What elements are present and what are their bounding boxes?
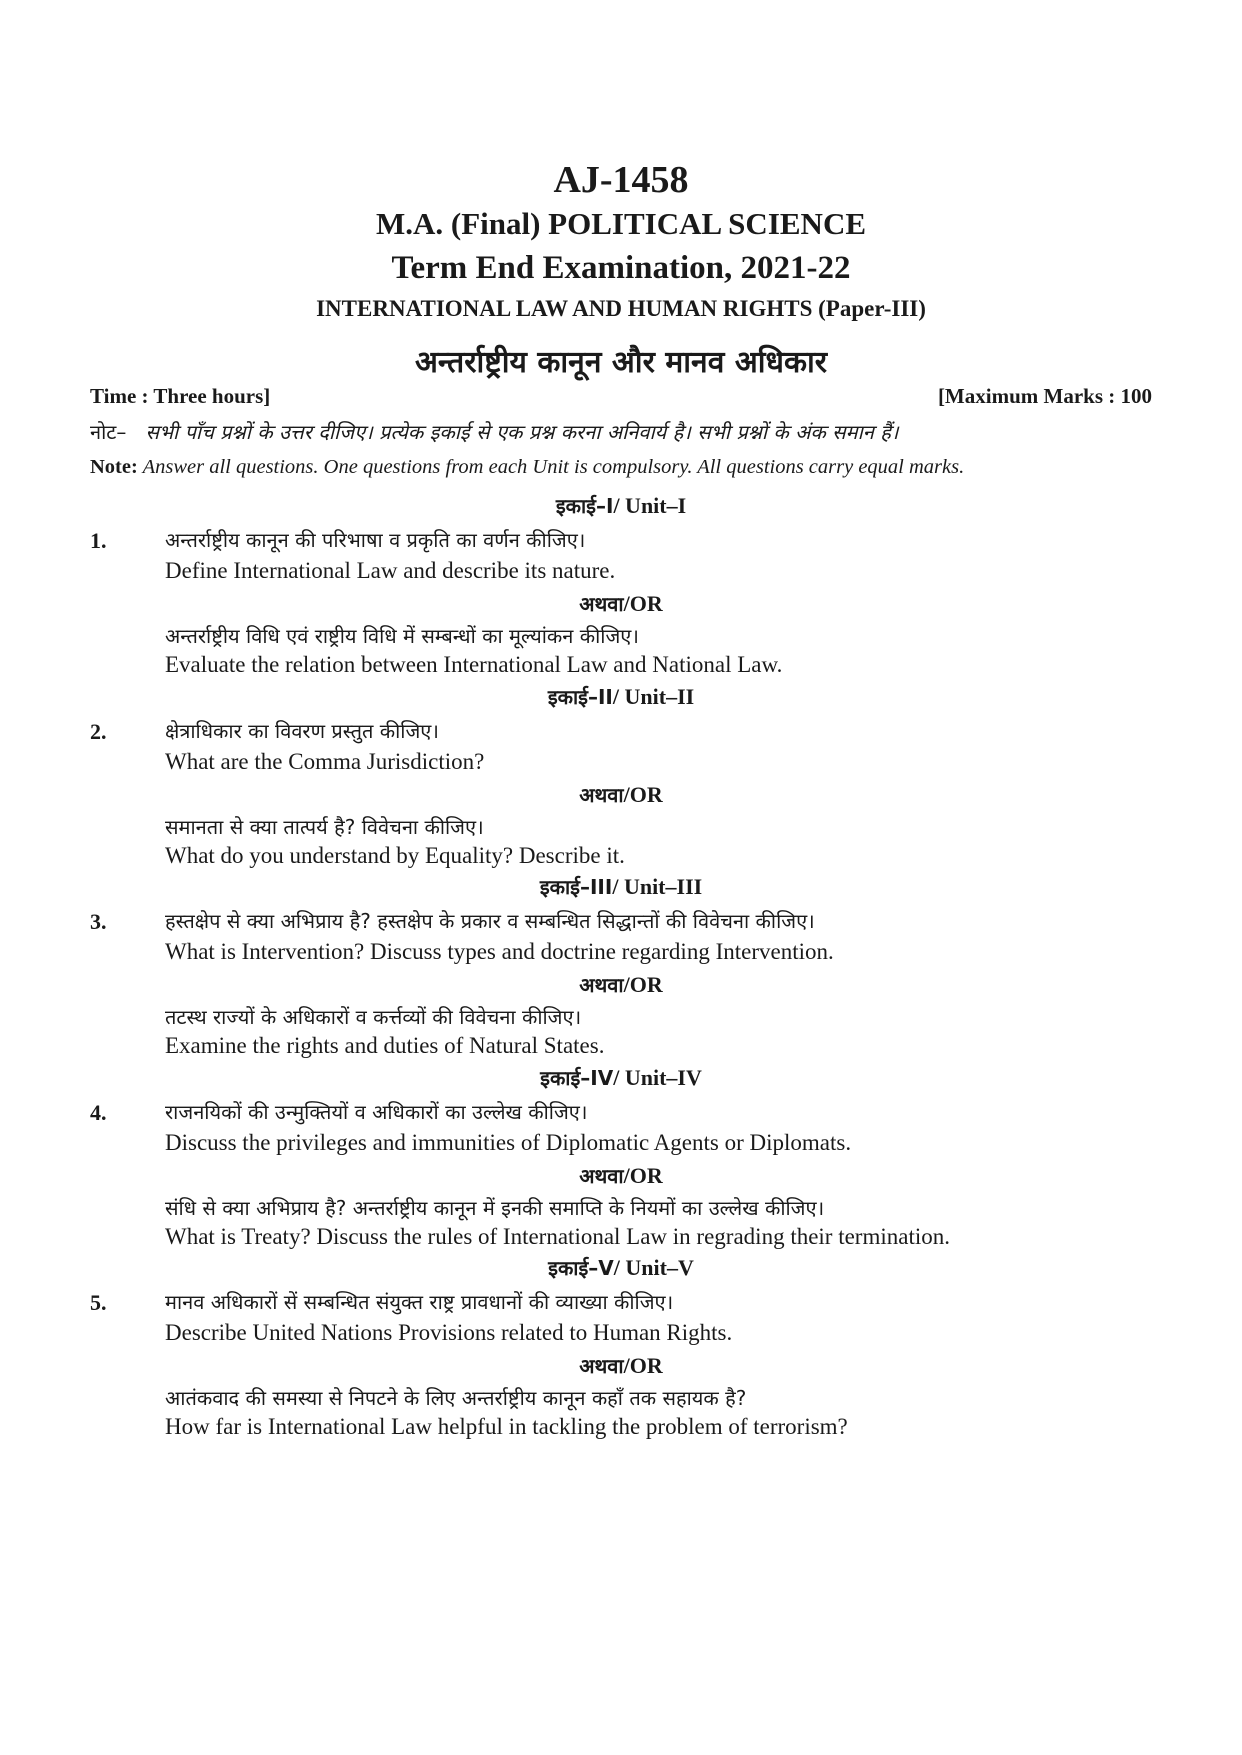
unit-heading — [0, 492, 1242, 519]
exam-title: Term End Examination, 2021-22 — [391, 250, 851, 286]
unit-heading-english: / Unit–V — [613, 1255, 694, 1280]
or-label-english: /OR — [623, 1162, 663, 1188]
alternate-question-text-english: What is Treaty? Discuss the rules of International Law in regrading their termination. — [165, 1223, 950, 1249]
alternate-question-text-hindi: तटस्थ राज्यों के अधिकारों व कर्त्तव्यों की विवेचना कीजिए। — [165, 1005, 582, 1029]
paper-code: AJ-1458 — [553, 159, 689, 201]
unit-heading — [0, 683, 1242, 710]
or-separator — [0, 781, 1242, 808]
or-label-english: /OR — [623, 1353, 663, 1378]
or-separator — [0, 971, 1242, 998]
instructions-english — [90, 456, 1190, 479]
or-label-hindi: अथवा — [579, 973, 624, 997]
alternate-question-text-english: What do you understand by Equality? Describe it. — [165, 842, 625, 868]
question-text-english: Discuss the privileges and immunities of Diplomatic Agents or Diplomats. — [165, 1129, 852, 1155]
unit-heading-english: / Unit–III — [612, 874, 703, 899]
unit-heading-hindi: इकाई–III — [539, 875, 613, 899]
or-label-english: /OR — [623, 591, 663, 616]
unit-heading-english: / Unit–I — [613, 493, 687, 518]
or-label-english: /OR — [623, 972, 663, 997]
question-text-hindi: क्षेत्राधिकार का विवरण प्रस्तुत कीजिए। — [165, 718, 439, 743]
question-number: 5. — [90, 1290, 107, 1315]
alternate-question-text-english: Evaluate the relation between International Law and National Law. — [165, 652, 783, 677]
unit-heading-hindi: इकाई–V — [548, 1256, 614, 1280]
or-separator — [0, 590, 1242, 617]
unit-heading-hindi: इकाई–I — [555, 494, 614, 518]
alternate-question-text-english: How far is International Law helpful in tackling the problem of terrorism? — [165, 1414, 848, 1439]
or-label-hindi: अथवा — [579, 592, 624, 616]
question-text-english: What is Intervention? Discuss types and doctrine regarding Intervention. — [165, 939, 834, 964]
question-number: 3. — [90, 909, 107, 934]
or-separator — [0, 1352, 1242, 1379]
or-separator — [0, 1162, 1242, 1189]
alternate-question-text-hindi: समानता से क्या तात्पर्य है? विवेचना कीजिए। — [165, 814, 484, 839]
note-label-hindi: नोट– — [90, 420, 127, 444]
unit-heading — [0, 1254, 1242, 1281]
instructions-hindi — [90, 418, 1190, 445]
question-number: 4. — [90, 1099, 107, 1125]
time-allowed: Time : Three hours] — [90, 384, 271, 408]
unit-heading-english: / Unit–IV — [613, 1064, 702, 1090]
alternate-question-text-hindi: आतंकवाद की समस्या से निपटने के लिए अन्तर्राष्ट्रीय कानून कहाँ तक सहायक है? — [165, 1386, 747, 1410]
question-number: 2. — [90, 718, 107, 744]
alternate-question-text-hindi: अन्तर्राष्ट्रीय विधि एवं राष्ट्रीय विधि में सम्बन्धों का मूल्यांकन कीजिए। — [165, 624, 639, 648]
note-text-english: Answer all questions. One questions from each Unit is compulsory. All questions carry equal marks. — [142, 456, 965, 478]
exam-meta-row — [90, 384, 1152, 409]
or-label-english: /OR — [623, 781, 663, 807]
note-label-english: Note: — [90, 456, 138, 478]
question-text-hindi: हस्तक्षेप से क्या अभिप्राय है? हस्तक्षेप के प्रकार व सम्बन्धित सिद्धान्तों की विवेचना कीजिए। — [165, 909, 815, 933]
question-text-english: What are the Comma Jurisdiction? — [165, 748, 485, 774]
question-number: 1. — [90, 528, 107, 553]
unit-heading-hindi: इकाई–II — [547, 684, 613, 709]
question-text-hindi: अन्तर्राष्ट्रीय कानून की परिभाषा व प्रकृति का वर्णन कीजिए। — [165, 528, 586, 552]
course-title: M.A. (Final) POLITICAL SCIENCE — [375, 206, 867, 241]
or-label-hindi: अथवा — [579, 1354, 624, 1378]
unit-heading-english: / Unit–II — [612, 683, 695, 709]
unit-heading — [0, 1064, 1242, 1091]
question-text-hindi: मानव अधिकारों सें सम्बन्धित संयुक्त राष्ट्र प्रावधानों की व्याख्या कीजिए। — [165, 1290, 674, 1314]
paper-title-hindi: अन्तर्राष्ट्रीय कानून और मानव अधिकार — [414, 345, 828, 380]
question-text-english: Describe United Nations Provisions related to Human Rights. — [165, 1320, 733, 1345]
or-label-hindi: अथवा — [579, 1163, 624, 1188]
question-text-hindi: राजनयिकों की उन्मुक्तियों व अधिकारों का उल्लेख कीजिए। — [165, 1099, 588, 1124]
note-text-hindi: सभी पाँच प्रश्नों के उत्तर दीजिए। प्रत्येक इकाई से एक प्रश्न करना अनिवार्य है। सभी प्रश्नों के अंक समान हैं। — [145, 420, 899, 444]
alternate-question-text-english: Examine the rights and duties of Natural States. — [165, 1033, 605, 1058]
alternate-question-text-hindi: संधि से क्या अभिप्राय है? अन्तर्राष्ट्रीय कानून में इनकी समाप्ति के नियमों का उल्लेख कीजिए। — [165, 1195, 825, 1220]
paper-title: INTERNATIONAL LAW AND HUMAN RIGHTS (Paper-III) — [316, 296, 926, 321]
unit-heading — [0, 873, 1242, 900]
question-text-english: Define International Law and describe its nature. — [165, 558, 616, 583]
unit-heading-hindi: इकाई–IV — [540, 1065, 614, 1090]
maximum-marks: [Maximum Marks : 100 — [937, 384, 1152, 408]
or-label-hindi: अथवा — [579, 782, 624, 807]
